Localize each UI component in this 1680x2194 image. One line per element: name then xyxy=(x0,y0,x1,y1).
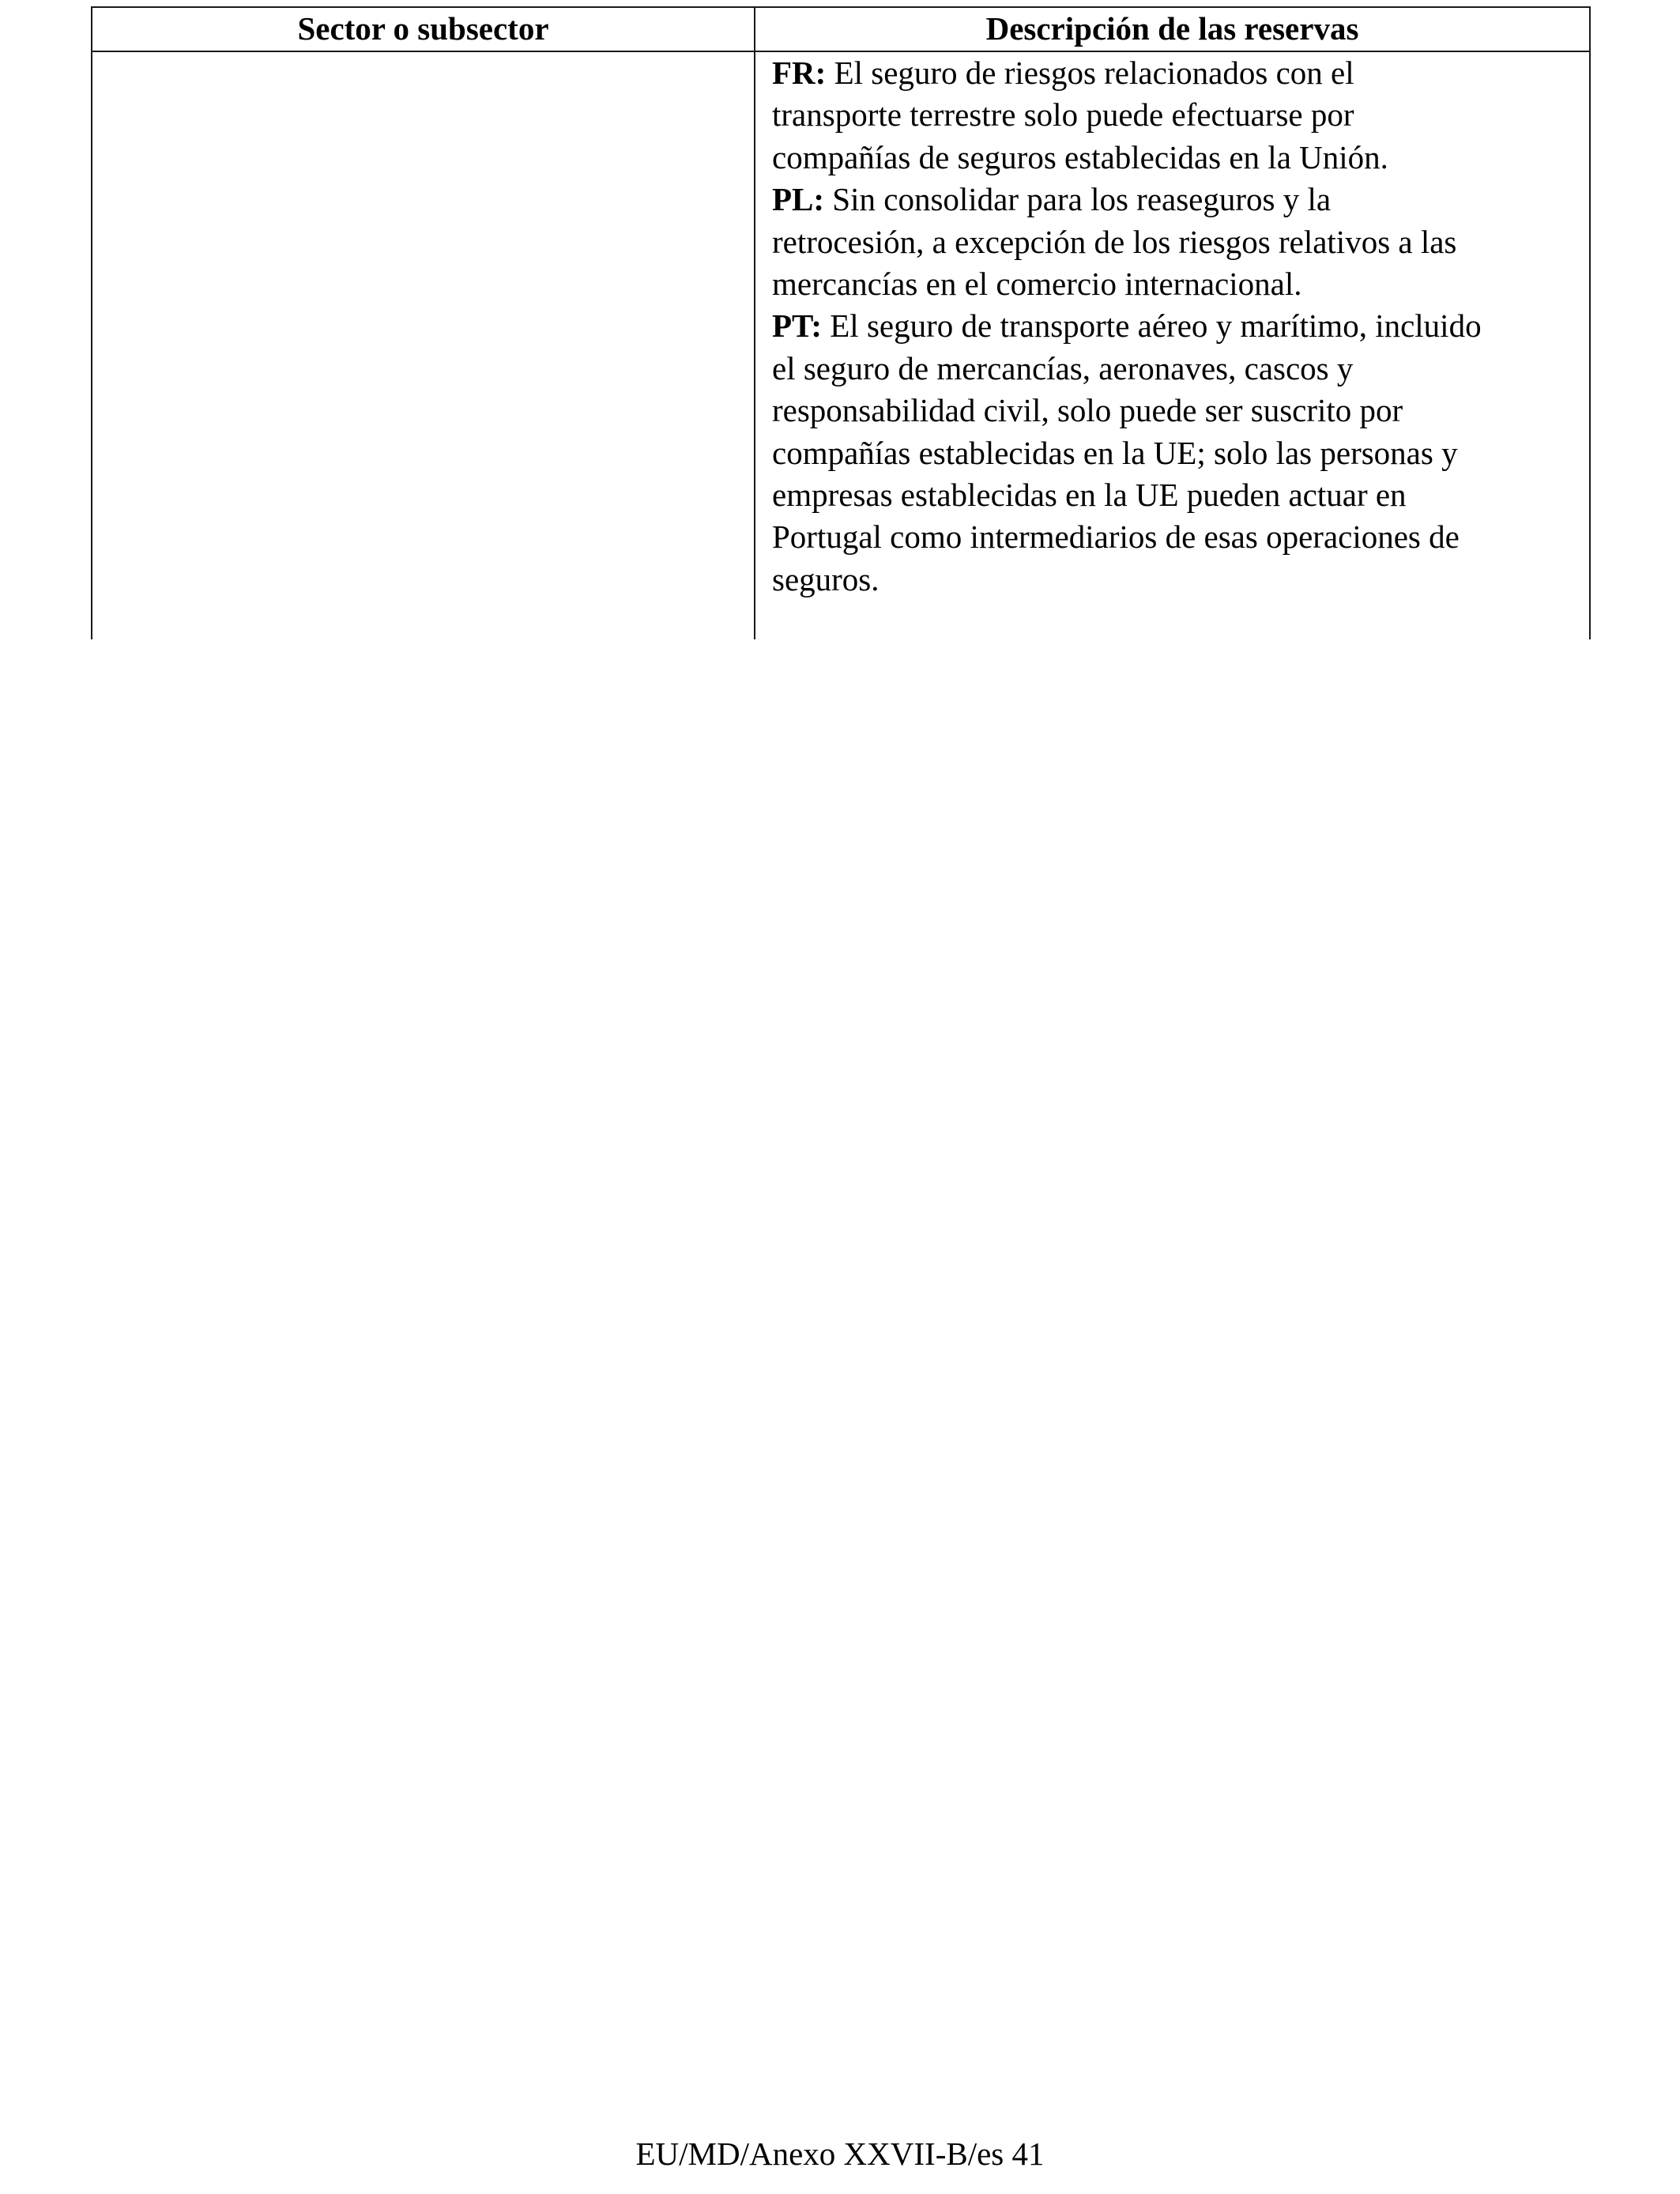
description-line xyxy=(772,559,1586,601)
description-line xyxy=(772,221,1586,263)
country-code: PT: xyxy=(772,307,823,345)
description-line xyxy=(772,179,1586,221)
description-text: retrocesión, a excepción de los riesgos relativos a las xyxy=(772,223,1457,260)
description-line xyxy=(772,52,1586,94)
header-description-label: Descripción de las reservas xyxy=(985,10,1359,47)
column-divider xyxy=(754,6,755,639)
description-line xyxy=(772,263,1586,305)
description-line xyxy=(772,137,1586,179)
description-text: mercancías en el comercio internacional. xyxy=(772,266,1302,303)
description-text: responsabilidad civil, solo puede ser suscrito por xyxy=(772,392,1403,429)
description-text: empresas establecidas en la UE pueden actuar en xyxy=(772,477,1407,514)
description-text: seguros. xyxy=(772,560,880,598)
table-right-border xyxy=(1589,6,1591,639)
description-text: el seguro de mercancías, aeronaves, cascos y xyxy=(772,349,1354,386)
country-code: FR: xyxy=(772,55,827,91)
description-text: El seguro de transporte aéreo y marítimo, incluido xyxy=(822,307,1482,345)
page-footer: EU/MD/Anexo XXVII-B/es 41 xyxy=(635,2136,1045,2172)
description-text: transporte terrestre solo puede efectuarse por xyxy=(772,96,1354,134)
description-line xyxy=(772,516,1586,558)
description-line xyxy=(772,305,1586,347)
description-line xyxy=(772,94,1586,136)
reservations-table xyxy=(91,6,1591,639)
description-text: compañías establecidas en la UE; solo las personas y xyxy=(772,434,1458,471)
description-line xyxy=(772,348,1586,390)
description-text: Portugal como intermediarios de esas operaciones de xyxy=(772,518,1460,556)
description-cell xyxy=(772,52,1586,601)
header-sector-label: Sector o subsector xyxy=(297,10,549,47)
description-text: El seguro de riesgos relacionados con el xyxy=(826,55,1354,91)
description-line xyxy=(772,432,1586,474)
header-sector xyxy=(92,6,754,51)
description-line xyxy=(772,474,1586,516)
description-text: Sin consolidar para los reaseguros y la xyxy=(824,181,1332,218)
header-description xyxy=(755,6,1589,51)
table-left-border xyxy=(91,6,92,639)
country-code: PL: xyxy=(772,181,825,218)
description-text: compañías de seguros establecidas en la Unión. xyxy=(772,138,1388,175)
description-line xyxy=(772,390,1586,432)
